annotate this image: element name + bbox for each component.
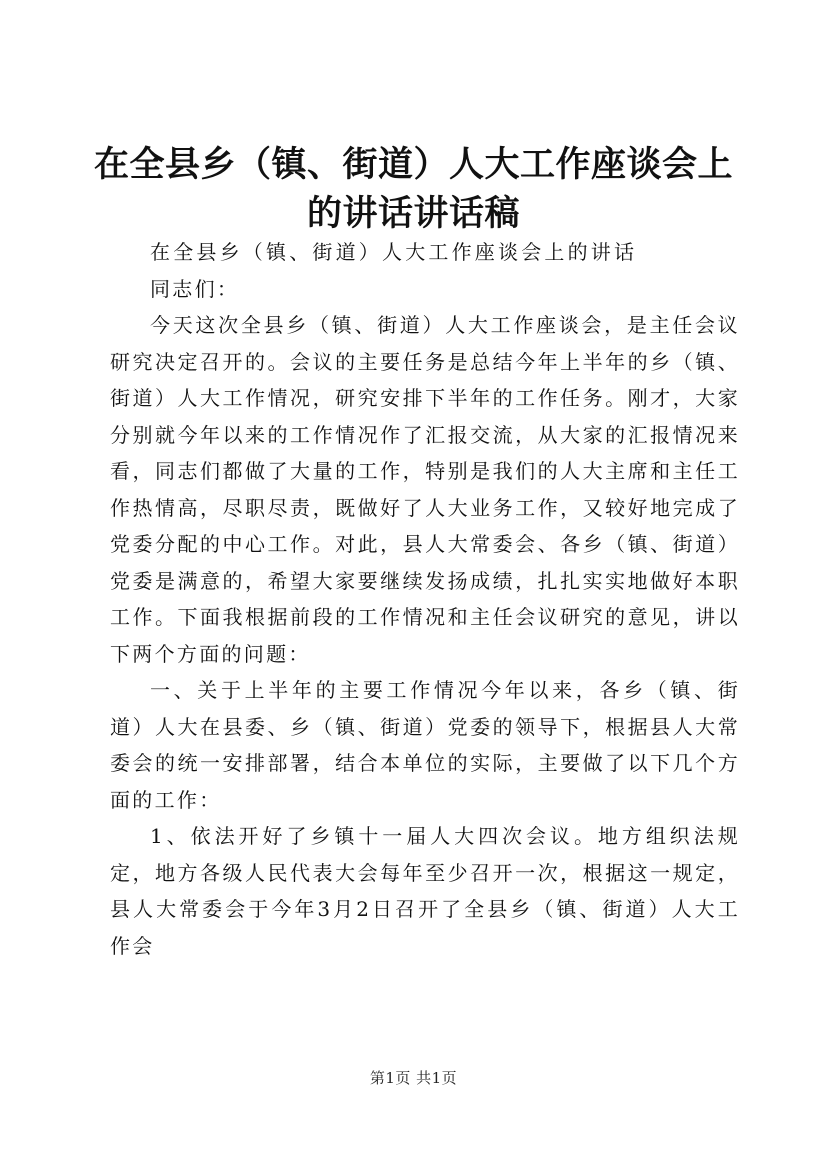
body-paragraph: 1、依法开好了乡镇十一届人大四次会议。地方组织法规定，地方各级人民代表大会每年至少召开一次，根据这一规定，县人大常委会于今年3月2日召开了全县乡（镇、街道）人大工作会 [110, 824, 740, 958]
salutation: 同志们： [150, 276, 240, 301]
document-title: 在全县乡（镇、街道）人大工作座谈会上的讲话讲话稿 [93, 144, 733, 234]
document-body [110, 234, 740, 964]
body-paragraph: 今天这次全县乡（镇、街道）人大工作座谈会，是主任会议研究决定召开的。会议的主要任务是总结今年上半年的乡（镇、街道）人大工作情况，研究安排下半年的工作任务。刚才，大家分别就今年以来的工作情况作了汇报交流，从大家的汇报情况来看，同志们都做了大量的工作，特别是我们的人大主席和主任工作热情高，尽职尽责，既做好了人大业务工作，又较好地完成了党委分配的中心工作。对此，县人大常委会、各乡（镇、街道）党委是满意的，希望大家要继续发扬成绩，扎扎实实地做好本职工作。下面我根据前段的工作情况和主任会议研究的意见，讲以下两个方面的问题： [110, 313, 740, 666]
speech-subtitle: 在全县乡（镇、街道）人大工作座谈会上的讲话 [150, 240, 638, 264]
body-paragraph: 一、关于上半年的主要工作情况今年以来，各乡（镇、街道）人大在县委、乡（镇、街道）党委的领导下，根据县人大常委会的统一安排部署，结合本单位的实际，主要做了以下几个方面的工作： [110, 678, 740, 812]
page-number: 第1页 共1页 [369, 1069, 458, 1087]
